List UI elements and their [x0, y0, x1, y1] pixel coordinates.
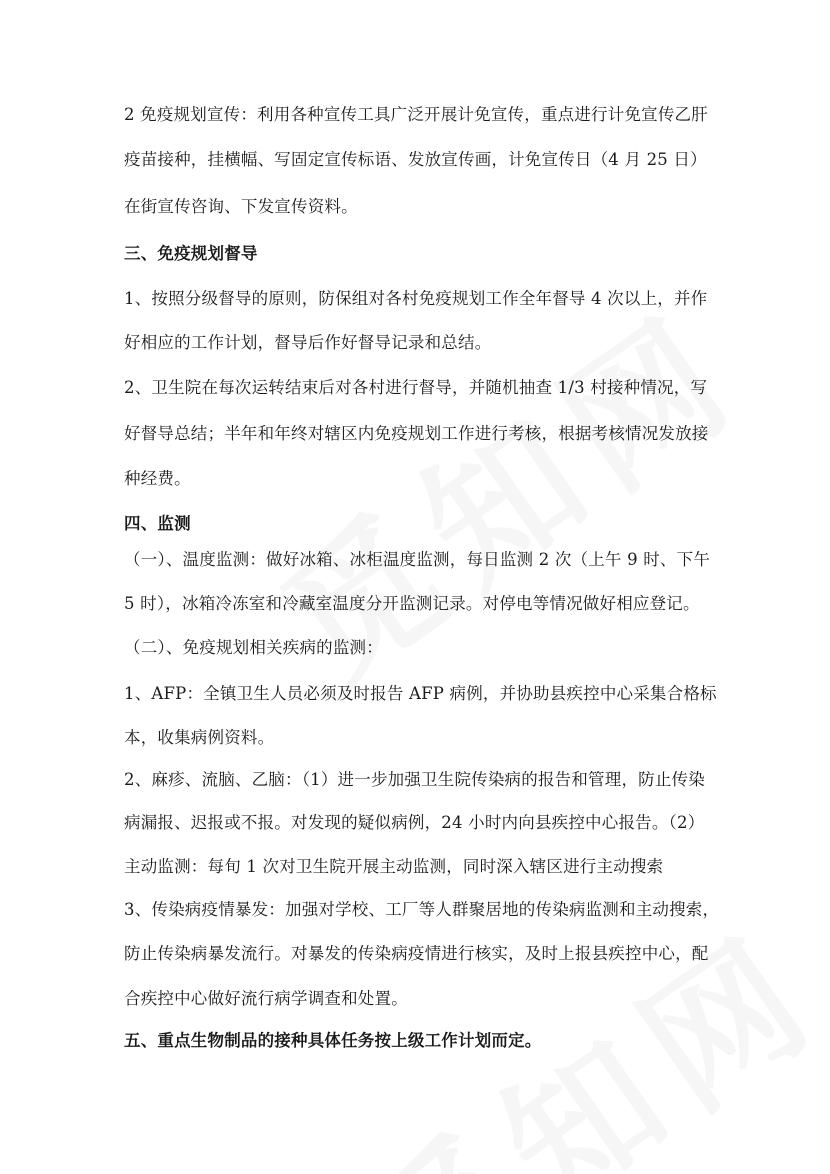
paragraph-line: 好督导总结；半年和年终对辖区内免疫规划工作进行考核，根据考核情况发放接 [124, 424, 709, 443]
paragraph-line: 本，收集病例资料。 [124, 728, 275, 747]
section-heading: 四、监测 [124, 514, 191, 533]
paragraph-line: 疫苗接种，挂横幅、写固定宣传标语、发放宣传画，计免宣传日（4 月 25 日） [124, 150, 707, 169]
paragraph-line: 在街宣传咨询、下发宣传资料。 [124, 197, 358, 216]
paragraph-line: 合疾控中心做好流行病学调查和处置。 [124, 989, 408, 1008]
section-heading: 五、重点生物制品的接种具体任务按上级工作计划而定。 [124, 1031, 542, 1050]
paragraph-line: （二）、免疫规划相关疾病的监测： [124, 638, 383, 657]
paragraph-line: 2 免疫规划宣传：利用各种宣传工具广泛开展计免宣传，重点进行计免宣传乙肝 [124, 105, 708, 124]
paragraph-line: 防止传染病暴发流行。对暴发的传染病疫情进行核实，及时上报县疾控中心，配 [124, 944, 709, 963]
paragraph-line: 好相应的工作计划，督导后作好督导记录和总结。 [124, 333, 492, 352]
paragraph-line: 主动监测：每旬 1 次对卫生院开展主动监测，同时深入辖区进行主动搜索 [124, 857, 664, 876]
paragraph-line: 种经费。 [124, 469, 191, 488]
paragraph-line: 1、按照分级督导的原则，防保组对各村免疫规划工作全年督导 4 次以上，并作 [124, 289, 708, 308]
paragraph-line: 病漏报、迟报或不报。对发现的疑似病例，24 小时内向县疾控中心报告。（2） [124, 813, 705, 832]
paragraph-line: 1、AFP：全镇卫生人员必须及时报告 AFP 病例，并协助县疾控中心采集合格标 [124, 684, 717, 703]
paragraph-line: 2、麻疹、流脑、乙脑：（1）进一步加强卫生院传染病的报告和管理，防止传染 [124, 770, 705, 789]
paragraph-line: （一）、温度监测：做好冰箱、冰柜温度监测，每日监测 2 次（上午 9 时、下午 [124, 550, 711, 569]
paragraph-line: 5 时），冰箱冷冻室和冷藏室温度分开监测记录。对停电等情况做好相应登记。 [124, 594, 700, 613]
paragraph-line: 3、传染病疫情暴发：加强对学校、工厂等人群聚居地的传染病监测和主动搜索， [124, 900, 720, 919]
paragraph-line: 2、卫生院在每次运转结束后对各村进行督导，并随机抽查 1/3 村接种情况，写 [124, 378, 708, 397]
section-heading: 三、免疫规划督导 [124, 244, 258, 263]
